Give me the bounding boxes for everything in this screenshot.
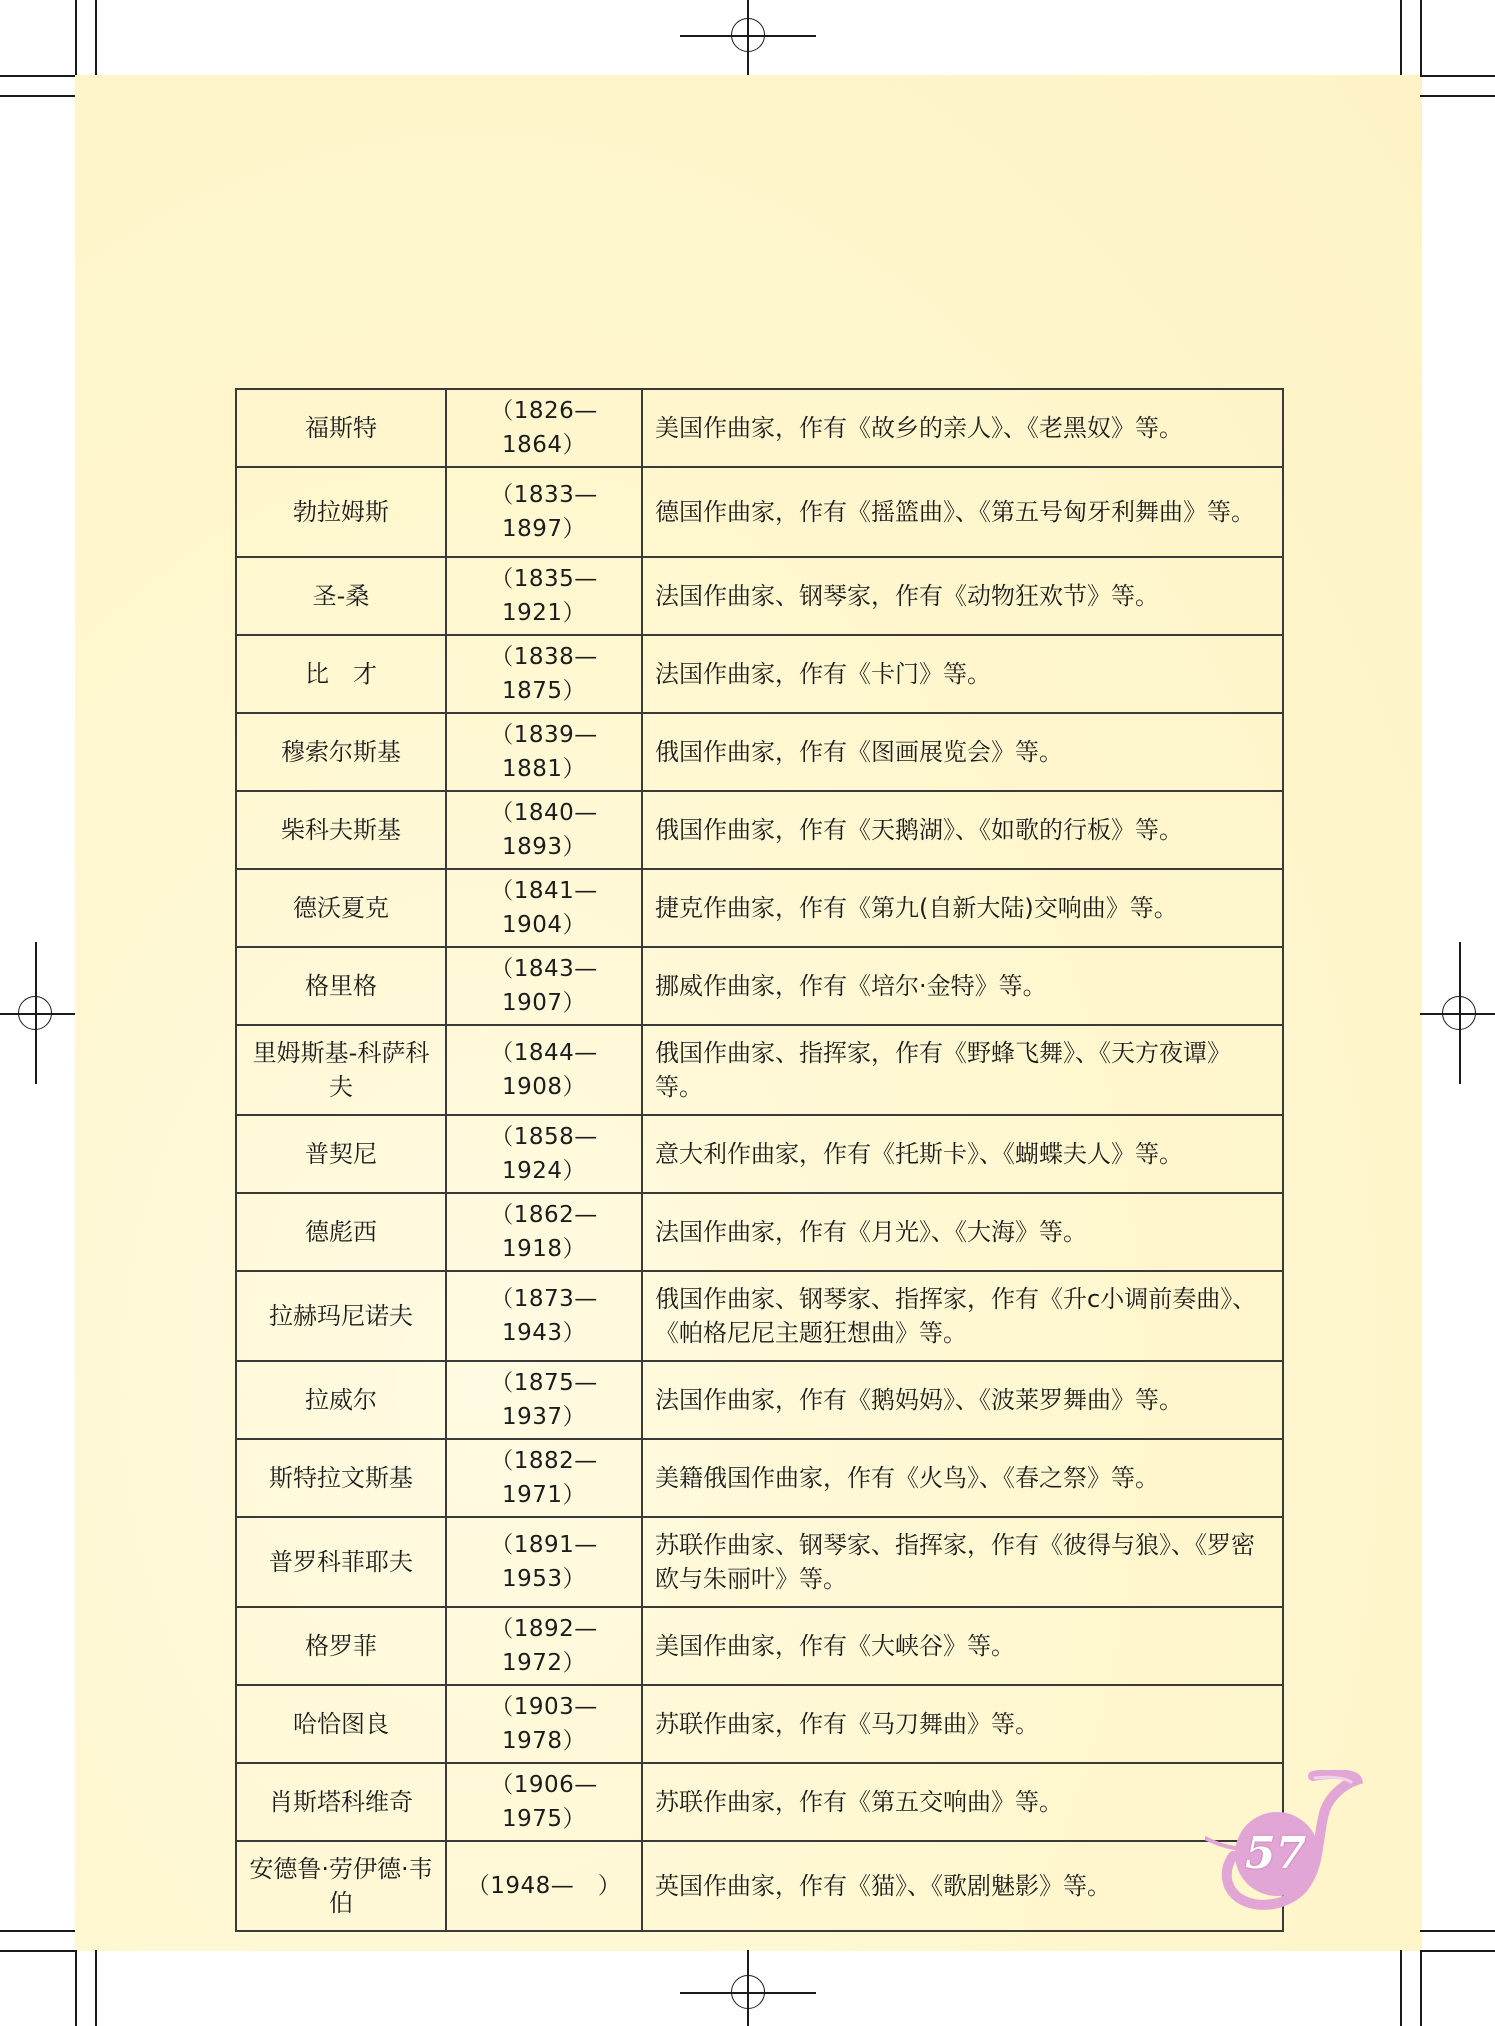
composer-description: 美国作曲家，作有《大峡谷》等。 — [642, 1607, 1283, 1685]
table-row — [236, 869, 1283, 947]
composer-name: 比 才 — [236, 635, 446, 713]
composer-years: （1839—1881） — [446, 713, 642, 791]
table-row — [236, 1607, 1283, 1685]
composer-name: 勃拉姆斯 — [236, 467, 446, 557]
composer-years: （1843—1907） — [446, 947, 642, 1025]
composer-name: 里姆斯基-科萨科夫 — [236, 1025, 446, 1115]
composer-name: 福斯特 — [236, 389, 446, 467]
composer-name: 拉威尔 — [236, 1361, 446, 1439]
composer-name: 德沃夏克 — [236, 869, 446, 947]
composer-description: 俄国作曲家、指挥家，作有《野蜂飞舞》、《天方夜谭》等。 — [642, 1025, 1283, 1115]
composer-description: 俄国作曲家、钢琴家、指挥家，作有《升c小调前奏曲》、《帕格尼尼主题狂想曲》等。 — [642, 1271, 1283, 1361]
composer-name: 安德鲁·劳伊德·韦伯 — [236, 1841, 446, 1931]
table-row — [236, 713, 1283, 791]
composer-years: （1862—1918） — [446, 1193, 642, 1271]
composer-description: 俄国作曲家，作有《天鹅湖》、《如歌的行板》等。 — [642, 791, 1283, 869]
table-row — [236, 1115, 1283, 1193]
table-row — [236, 1685, 1283, 1763]
table-row — [236, 791, 1283, 869]
table-row — [236, 1025, 1283, 1115]
composer-years: （1903—1978） — [446, 1685, 642, 1763]
composer-years: （1882—1971） — [446, 1439, 642, 1517]
composer-years: （1875—1937） — [446, 1361, 642, 1439]
composer-description: 美籍俄国作曲家，作有《火鸟》、《春之祭》等。 — [642, 1439, 1283, 1517]
composer-years: （1891—1953） — [446, 1517, 642, 1607]
composer-name: 格罗菲 — [236, 1607, 446, 1685]
composer-years: （1892—1972） — [446, 1607, 642, 1685]
table-row — [236, 1271, 1283, 1361]
composer-description: 意大利作曲家，作有《托斯卡》、《蝴蝶夫人》等。 — [642, 1115, 1283, 1193]
composer-description: 德国作曲家，作有《摇篮曲》、《第五号匈牙利舞曲》等。 — [642, 467, 1283, 557]
composer-years: （1838—1875） — [446, 635, 642, 713]
composer-years: （1844—1908） — [446, 1025, 642, 1115]
page-number: 57 — [1245, 1828, 1307, 1879]
composer-description: 英国作曲家，作有《猫》、《歌剧魅影》等。 — [642, 1841, 1283, 1931]
composer-description: 法国作曲家，作有《卡门》等。 — [642, 635, 1283, 713]
composer-name: 哈恰图良 — [236, 1685, 446, 1763]
composer-years: （1826—1864） — [446, 389, 642, 467]
composer-description: 俄国作曲家，作有《图画展览会》等。 — [642, 713, 1283, 791]
composer-years: （1840—1893） — [446, 791, 642, 869]
table-row — [236, 557, 1283, 635]
composer-name: 格里格 — [236, 947, 446, 1025]
composer-name: 斯特拉文斯基 — [236, 1439, 446, 1517]
composer-description: 苏联作曲家、钢琴家、指挥家，作有《彼得与狼》、《罗密欧与朱丽叶》等。 — [642, 1517, 1283, 1607]
table-row — [236, 1763, 1283, 1841]
composer-years: （1873—1943） — [446, 1271, 642, 1361]
table-row — [236, 1361, 1283, 1439]
table-row — [236, 635, 1283, 713]
composer-name: 拉赫玛尼诺夫 — [236, 1271, 446, 1361]
composer-years: （1858—1924） — [446, 1115, 642, 1193]
composer-table — [235, 388, 1284, 1932]
composer-description: 挪威作曲家，作有《培尔·金特》等。 — [642, 947, 1283, 1025]
composer-name: 圣-桑 — [236, 557, 446, 635]
composer-name: 德彪西 — [236, 1193, 446, 1271]
composer-description: 苏联作曲家，作有《第五交响曲》等。 — [642, 1763, 1283, 1841]
composer-name: 普罗科菲耶夫 — [236, 1517, 446, 1607]
composer-years: （1948— ） — [446, 1841, 642, 1931]
composer-years: （1906—1975） — [446, 1763, 642, 1841]
table-row — [236, 947, 1283, 1025]
composer-name: 柴科夫斯基 — [236, 791, 446, 869]
table-row — [236, 1439, 1283, 1517]
composer-years: （1835—1921） — [446, 557, 642, 635]
composer-description: 美国作曲家，作有《故乡的亲人》、《老黑奴》等。 — [642, 389, 1283, 467]
composer-description: 捷克作曲家，作有《第九(自新大陆)交响曲》等。 — [642, 869, 1283, 947]
table-row — [236, 1193, 1283, 1271]
composer-name: 普契尼 — [236, 1115, 446, 1193]
composer-name: 穆索尔斯基 — [236, 713, 446, 791]
composer-years: （1841—1904） — [446, 869, 642, 947]
table-row — [236, 1517, 1283, 1607]
composer-table-body — [236, 389, 1283, 1931]
composer-name: 肖斯塔科维奇 — [236, 1763, 446, 1841]
table-row — [236, 467, 1283, 557]
composer-description: 法国作曲家，作有《鹅妈妈》、《波莱罗舞曲》等。 — [642, 1361, 1283, 1439]
composer-years: （1833—1897） — [446, 467, 642, 557]
composer-description: 法国作曲家、钢琴家，作有《动物狂欢节》等。 — [642, 557, 1283, 635]
table-row — [236, 1841, 1283, 1931]
composer-description: 法国作曲家，作有《月光》、《大海》等。 — [642, 1193, 1283, 1271]
composer-description: 苏联作曲家，作有《马刀舞曲》等。 — [642, 1685, 1283, 1763]
table-row — [236, 389, 1283, 467]
